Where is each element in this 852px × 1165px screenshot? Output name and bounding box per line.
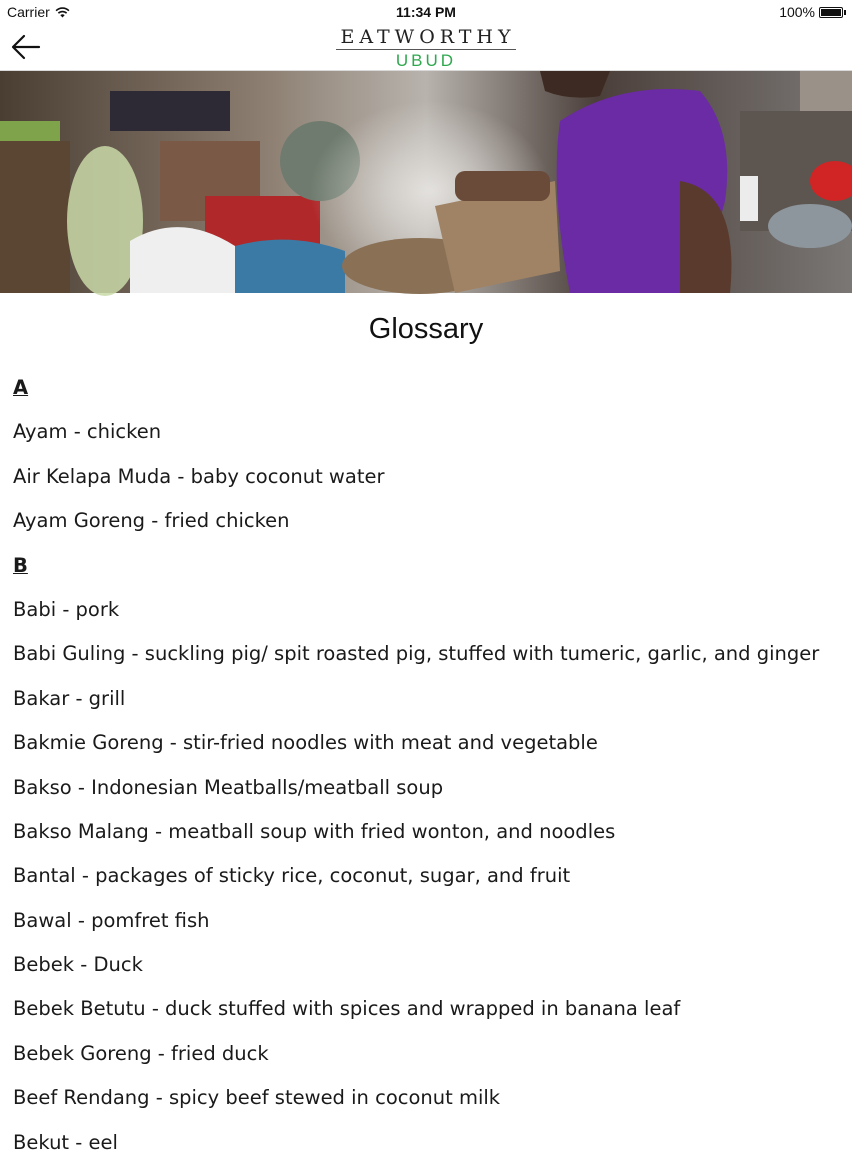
glossary-entry: Bekut - eel	[13, 1130, 118, 1154]
glossary-entry: Bakar - grill	[13, 686, 126, 710]
glossary-entry: Babi Guling - suckling pig/ spit roasted pig, stuffed with tumeric, garlic, and ginger	[13, 642, 820, 666]
battery-tip	[844, 10, 846, 15]
nav-bar	[0, 24, 852, 71]
glossary-entry: Bawal - pomfret fish	[13, 908, 210, 932]
glossary-entry: Bebek Goreng - fried duck	[13, 1041, 269, 1065]
battery-percent: 100%	[779, 4, 815, 20]
battery-icon	[819, 7, 843, 18]
status-bar	[0, 0, 852, 24]
glossary-content	[0, 293, 852, 1154]
glossary-entry: Beef Rendang - spicy beef stewed in coconut milk	[13, 1086, 501, 1110]
logo-subtitle: UBUD	[395, 51, 457, 70]
section-letter-a: A	[13, 376, 29, 399]
glossary-entry: Bakso - Indonesian Meatballs/meatball soup	[13, 775, 444, 799]
logo-title: EATWORTHY	[336, 26, 515, 50]
market-photo-icon	[0, 71, 852, 293]
glossary-entry: Bebek - Duck	[13, 953, 143, 977]
glossary-entry: Bakmie Goreng - stir-fried noodles with meat and vegetable	[13, 731, 598, 755]
glossary-entry: Babi - pork	[13, 597, 120, 621]
hero-image	[0, 71, 852, 293]
glossary-entry: Ayam - chicken	[13, 420, 162, 444]
glossary-entry: Air Kelapa Muda - baby coconut water	[13, 464, 385, 488]
section-letter-b: B	[13, 553, 28, 577]
glossary-entry: Bantal - packages of sticky rice, coconut, sugar, and fruit	[13, 864, 571, 888]
glossary-entry: Bebek Betutu - duck stuffed with spices and wrapped in banana leaf	[13, 997, 681, 1021]
app-logo	[0, 26, 852, 71]
glossary-list	[13, 366, 843, 1165]
status-time: 11:34 PM	[396, 4, 456, 20]
glossary-entry: Ayam Goreng - fried chicken	[13, 509, 290, 533]
status-right	[779, 4, 846, 20]
page-title: Glossary	[368, 313, 484, 345]
glossary-entry: Bakso Malang - meatball soup with fried wonton, and noodles	[13, 819, 616, 843]
carrier-label: Carrier	[7, 4, 50, 20]
